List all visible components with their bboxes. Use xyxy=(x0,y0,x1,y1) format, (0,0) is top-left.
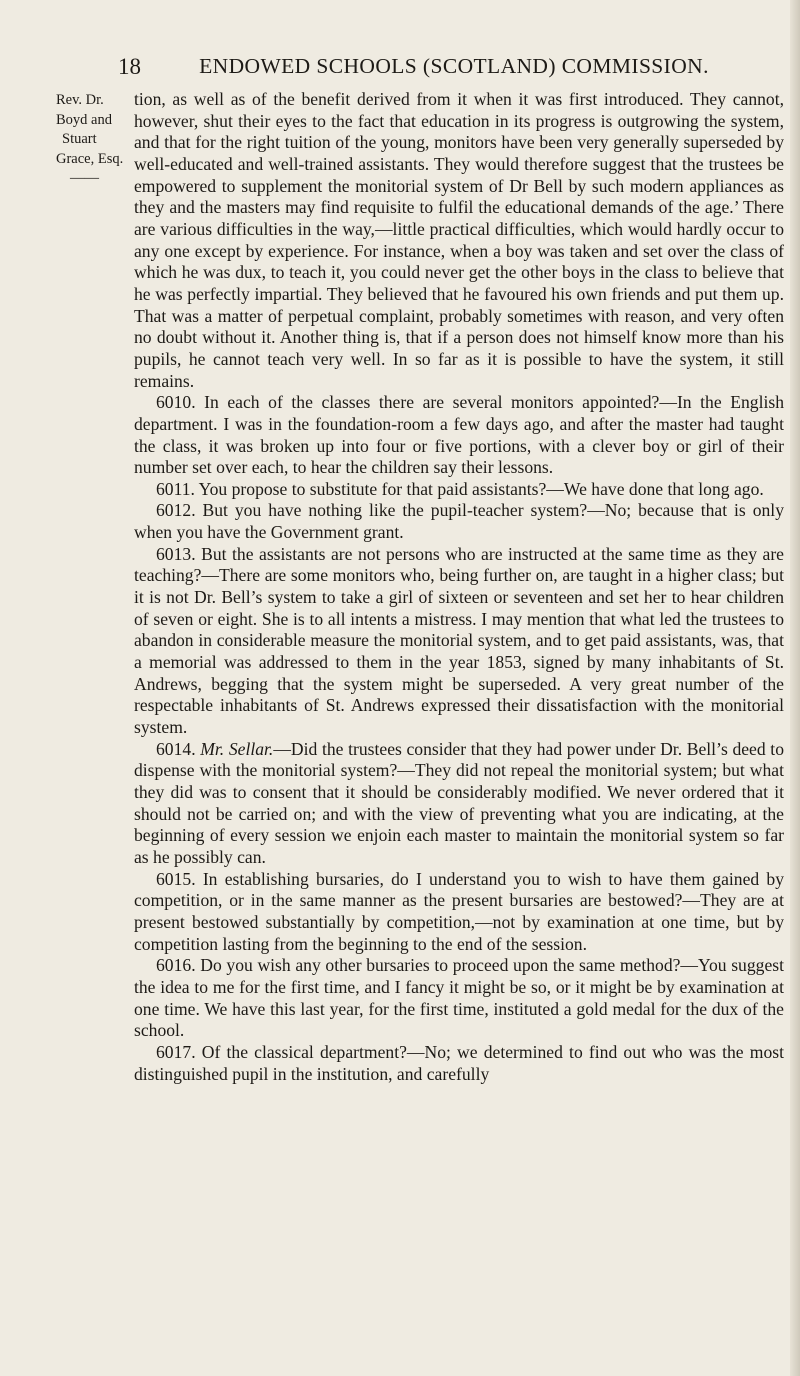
page-edge xyxy=(790,0,800,1376)
margin-note-line: Boyd and xyxy=(56,111,112,128)
question-6016: 6016. Do you wish any other bursaries to proceed upon the same method?—You suggest the idea to me for the first time, and I fancy it might be so, or it might be by examination at one time. We have this last year, for the first time, instituted a gold medal for the dux of the school. xyxy=(134,955,784,1041)
question-6012: 6012. But you have nothing like the pupil-teacher system?—No; because that is only when you have the Government grant. xyxy=(134,500,784,543)
margin-note-line: Rev. Dr. xyxy=(56,92,104,108)
paragraph-continuation: tion, as well as of the benefit derived from it when it was first introduced. They cannot, however, shut their eyes to the fact that education in its progress is outgrowing the system, and that for the right tuition of the young, monitors have been very generally superseded by well-educated and well-trained assistants. They would therefore suggest that the trustees be empowered to supplement the monitorial system of Dr Bell by such modern appliances as they and the masters may find requisite to fulfil the educational demands of the age.’ There are various difficulties in the way,—little practical difficulties, which would hardly occur to any one except by experience. For instance, when a boy was taken and set over the class of which he was dux, to teach it, you could never get the other boys in the class to believe that he was perfectly impartial. They believed that he favoured his own friends and put them up. That was a matter of perpetual complaint, probably sometimes with reason, and very often no doubt without it. Another thing is, that if a person does not himself know more than his pupils, he cannot teach very well. In so far as it is possible to have the system, it still remains. xyxy=(134,89,784,391)
question-6014 xyxy=(134,739,784,869)
question-6017: 6017. Of the classical department?—No; we determined to find out who was the most distinguished pupil in the institution, and carefully xyxy=(134,1041,784,1084)
speaker-name: Mr. Sellar. xyxy=(200,738,274,759)
question-6011: 6011. You propose to substitute for that paid assistants?—We have done that long ago. xyxy=(156,478,764,499)
question-number: 6014. xyxy=(156,738,196,759)
testimony-text xyxy=(134,89,784,1085)
question-6015: 6015. In establishing bursaries, do I understand you to wish to have them gained by competition, or in the same manner as the present bursaries are bestowed?—They are at present bestowed substantially by competition,—not by examination at one time, but by competition lasting from the beginning to the end of the session. xyxy=(134,868,784,954)
margin-note-dash: —— xyxy=(70,170,99,186)
question-6013: 6013. But the assistants are not persons who are instructed at the same time as they are teaching?—There are some monitors who, being further on, are taught in a higher class; but it is not Dr. Bell’s system to take a girl of sixteen or seventeen and set her to hear children of seven or eight. She is to all intents a mistress. I may mention that what led the trustees to abandon in considerable measure the monitorial system, and to get paid assistants, was, that a memorial was addressed to them in the year 1853, signed by many inhabitants of St. Andrews, begging that the system might be superseded. A very great number of the respectable inhabitants of St. Andrews expressed their dissatisfaction with the monitorial system. xyxy=(134,543,784,738)
page-number: 18 xyxy=(118,54,141,79)
margin-note-line: Stuart xyxy=(62,131,97,147)
page-title: ENDOWED SCHOOLS (SCOTLAND) COMMISSION. xyxy=(199,54,709,78)
question-text: —Did the trustees consider that they had power under Dr. Bell’s deed to dispense with the monitorial system?—They did not repeal the monitorial system; but what they did was to consent that it should be considerably modified. We never ordered that it should not be carried on; and with the view of preventing what you are indicating, at the beginning of every session we enjoin each master to maintain the monitorial system so far as he possibly can. xyxy=(134,738,784,867)
witness-margin-note xyxy=(56,91,124,189)
question-6010: 6010. In each of the classes there are several monitors appointed?—In the English department. I was in the foundation-room a few days ago, and after the master had taught the class, it was broken up into four or five portions, with a clever boy or girl of their number set over each, to hear the children say their lessons. xyxy=(134,392,784,478)
running-head xyxy=(118,54,768,84)
margin-note-line: Grace, Esq. xyxy=(56,150,124,167)
